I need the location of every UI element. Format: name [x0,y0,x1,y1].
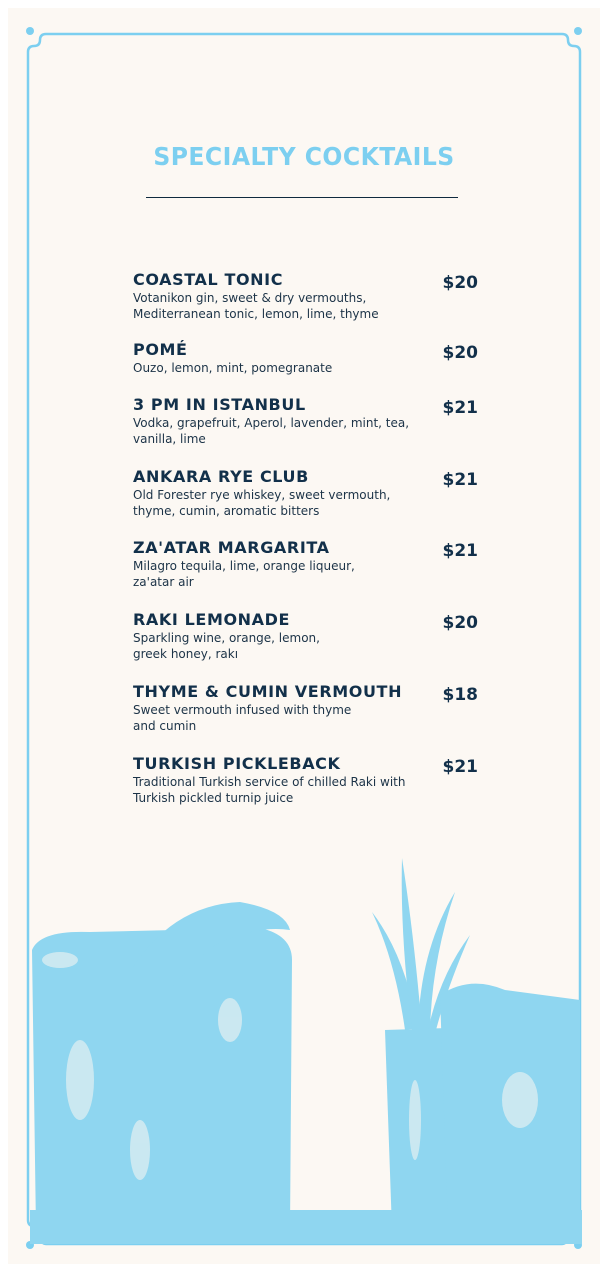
item-name: THYME & CUMIN VERMOUTH [133,682,403,701]
item-description: Vodka, grapefruit, Aperol, lavender, mint, tea, vanilla, lime [133,416,410,446]
item-price: $18 [442,685,478,705]
item-name: TURKISH PICKLEBACK [133,754,341,773]
item-price: $21 [442,470,478,490]
item-price: $20 [442,273,478,293]
menu-item [133,395,478,447]
menu-item [133,610,478,662]
title-divider [146,197,458,198]
item-name: RAKI LEMONADE [133,610,291,629]
item-description: Traditional Turkish service of chilled Raki with Turkish pickled turnip juice [133,775,406,805]
item-price: $21 [442,757,478,777]
menu-item [133,538,478,590]
item-price: $20 [442,613,478,633]
item-description: Sweet vermouth infused with thyme and cumin [133,703,352,733]
cocktail-illustration [0,840,608,1272]
item-description: Milagro tequila, lime, orange liqueur, za'atar air [133,559,355,589]
menu-item [133,340,478,376]
menu-item [133,467,478,519]
item-price: $21 [442,398,478,418]
menu-item [133,270,478,322]
item-price: $21 [442,541,478,561]
item-name: COASTAL TONIC [133,270,284,289]
item-name: 3 PM IN ISTANBUL [133,395,306,414]
menu-title: SPECIALTY COCKTAILS [153,142,455,171]
item-price: $20 [442,343,478,363]
menu-item [133,682,478,734]
item-name: ANKARA RYE CLUB [133,467,309,486]
item-description: Old Forester rye whiskey, sweet vermouth, thyme, cumin, aromatic bitters [133,488,391,518]
item-name: ZA'ATAR MARGARITA [133,538,330,557]
item-name: POMÉ [133,340,188,359]
item-description: Sparkling wine, orange, lemon, greek honey, rakı [133,631,320,661]
menu-item [133,754,478,806]
item-description: Ouzo, lemon, mint, pomegranate [133,361,333,375]
illustration-base [30,1210,582,1244]
item-description: Votanikon gin, sweet & dry vermouths, Mediterranean tonic, lemon, lime, thyme [133,291,379,321]
